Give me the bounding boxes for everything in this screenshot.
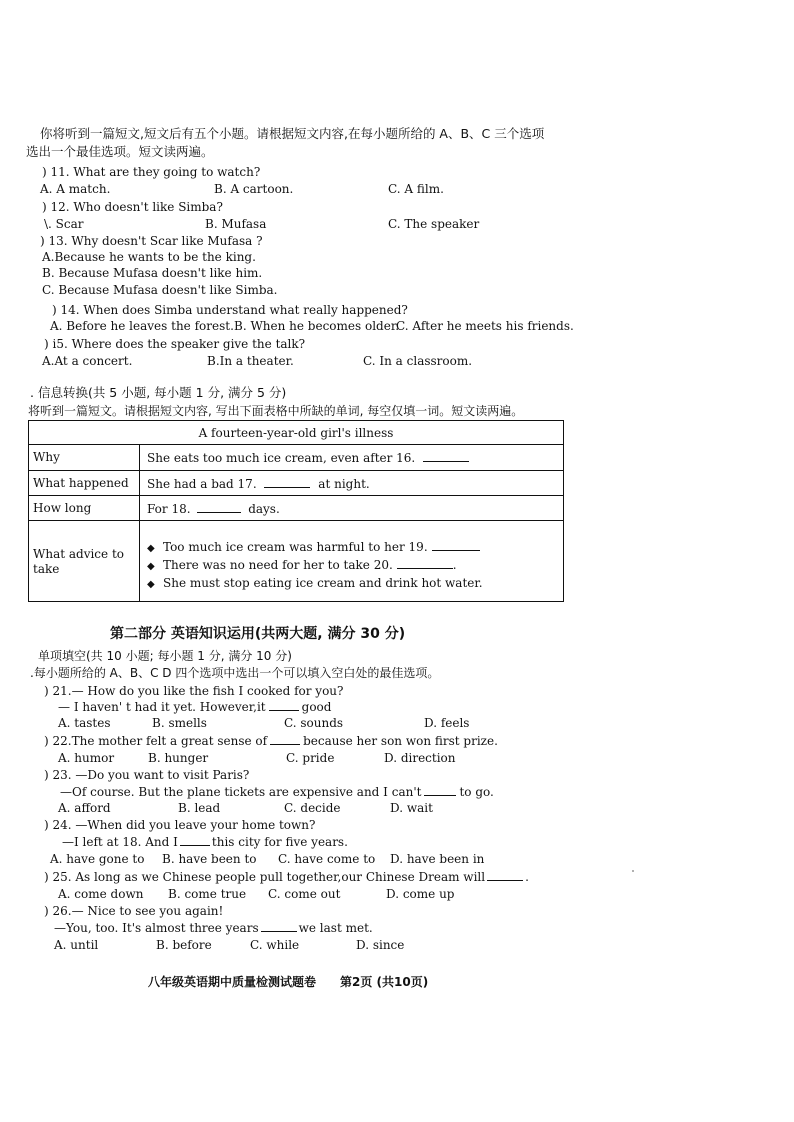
q12-option-b: B. Mufasa: [205, 217, 267, 231]
info-table: [28, 420, 564, 602]
question-24: ) 24. —When did you leave your home town?: [44, 818, 316, 832]
q26-option-a: A. until: [54, 938, 99, 952]
info-transfer-heading: . 信息转换(共 5 小题, 每小题 1 分, 满分 5 分): [30, 385, 287, 400]
row-value-how-long-text: For 18.: [147, 502, 191, 516]
q24-option-b: B. have been to: [162, 852, 257, 866]
blank-26[interactable]: [261, 920, 297, 932]
q14-option-a: A. Before he leaves the forest.: [50, 319, 234, 333]
q21-option-b: B. smells: [152, 716, 207, 730]
q26-option-d: D. since: [356, 938, 405, 952]
q21-option-d: D. feels: [424, 716, 470, 730]
blank-18[interactable]: [197, 501, 241, 513]
q11-option-b: B. A cartoon.: [214, 182, 294, 196]
q25-option-d: D. come up: [386, 887, 455, 901]
row-label-why: Why: [33, 450, 60, 464]
row-value-what-happened: [147, 476, 370, 491]
q21-option-c: C. sounds: [284, 716, 344, 730]
row-value-how-long: [147, 501, 280, 516]
table-title: A fourteen-year-old girl's illness: [29, 421, 563, 445]
diamond-bullet-icon: ◆: [147, 561, 155, 572]
q11-option-a: A. A match.: [40, 182, 111, 196]
q14-option-c: C. After he meets his friends.: [396, 319, 574, 333]
q12-option-c: C. The speaker: [388, 217, 480, 231]
q26-option-b: B. before: [156, 938, 212, 952]
table-row-why: [29, 445, 563, 471]
advice-item-3: ◆ She must stop eating ice cream and drink hot water.: [147, 575, 483, 593]
q25-option-a: A. come down: [58, 887, 144, 901]
advice-item-19: ◆ Too much ice cream was harmful to her 19.: [147, 539, 483, 557]
q24-option-c: C. have come to: [278, 852, 376, 866]
blank-24[interactable]: [180, 834, 210, 846]
blank-20[interactable]: [397, 557, 453, 569]
q24-option-d: D. have been in: [390, 852, 485, 866]
question-21-reply: — I haven' t had it yet. However,it good: [58, 700, 332, 714]
row-label-what-happened: What happened: [33, 476, 129, 490]
question-23-reply: —Of course. But the plane tickets are expensive and I can't to go.: [60, 785, 494, 799]
blank-25[interactable]: [487, 869, 523, 881]
q22-option-b: B. hunger: [148, 751, 209, 765]
q22-option-a: A. humor: [58, 751, 115, 765]
listening-intro-line1: 你将听到一篇短文,短文后有五个小题。请根据短文内容,在每小题所给的 A、B、C 三个选项: [40, 126, 545, 141]
question-23: ) 23. —Do you want to visit Paris?: [44, 768, 250, 782]
q15-option-a: A.At a concert.: [42, 354, 133, 368]
q12-option-a: \. Scar: [44, 217, 84, 231]
blank-17[interactable]: [264, 476, 310, 488]
q11-option-c: C. A film.: [388, 182, 444, 196]
question-22: ) 22.The mother felt a great sense of because her son won first prize.: [44, 734, 498, 748]
q22-option-d: D. direction: [384, 751, 456, 765]
scan-speck: [632, 870, 634, 872]
part2-heading: 第二部分 英语知识运用(共两大题, 满分 30 分): [110, 626, 406, 642]
footer-page-info: 第2页 (共10页): [340, 975, 429, 989]
question-14: ) 14. When does Simba understand what really happened?: [52, 303, 408, 317]
q23-option-d: D. wait: [390, 801, 433, 815]
info-transfer-instruction: 将听到一篇短文。请根据短文内容, 写出下面表格中所缺的单词, 每空仅填一词。短文读两遍。: [28, 404, 524, 418]
row-value-what-happened-text: She had a bad 17.: [147, 477, 257, 491]
listening-intro-line2: 选出一个最佳选项。短文读两遍。: [26, 144, 214, 159]
q23-option-c: C. decide: [284, 801, 341, 815]
row-label-advice: [33, 547, 124, 577]
part2-instruction: .每小题所给的 A、B、C D 四个选项中选出一个可以填入空白处的最佳选项。: [30, 666, 440, 680]
q14-option-b: B. When he becomes older.: [234, 319, 400, 333]
question-15: ) i5. Where does the speaker give the talk?: [44, 337, 306, 351]
diamond-bullet-icon: ◆: [147, 543, 155, 554]
q13-option-a: A.Because he wants to be the king.: [42, 250, 256, 264]
advice-item-20: ◆ There was no need for her to take 20. .: [147, 557, 483, 575]
blank-16[interactable]: [423, 450, 469, 462]
q21-option-a: A. tastes: [58, 716, 111, 730]
row-label-how-long: How long: [33, 501, 92, 515]
q23-option-a: A. afford: [58, 801, 111, 815]
row-value-what-happened-after: at night.: [318, 477, 370, 491]
table-row-how-long: [29, 496, 563, 521]
question-26-reply: —You, too. It's almost three years we last met.: [54, 921, 373, 935]
q13-option-b: B. Because Mufasa doesn't like him.: [42, 266, 263, 280]
row-label-advice-line2: take: [33, 562, 60, 576]
row-value-why: [147, 450, 469, 465]
q23-option-b: B. lead: [178, 801, 221, 815]
blank-19[interactable]: [432, 539, 480, 551]
blank-23[interactable]: [424, 784, 456, 796]
question-21: ) 21.— How do you like the fish I cooked for you?: [44, 684, 344, 698]
question-24-reply: —I left at 18. And I this city for five years.: [62, 835, 348, 849]
advice-list: [147, 539, 483, 593]
q26-option-c: C. while: [250, 938, 300, 952]
question-11: ) 11. What are they going to watch?: [42, 165, 261, 179]
question-13: ) 13. Why doesn't Scar like Mufasa ?: [40, 234, 263, 248]
q15-option-b: B.In a theater.: [207, 354, 294, 368]
question-26: ) 26.— Nice to see you again!: [44, 904, 224, 918]
question-12: ) 12. Who doesn't like Simba?: [42, 200, 223, 214]
q24-option-a: A. have gone to: [50, 852, 145, 866]
question-25: ) 25. As long as we Chinese people pull together,our Chinese Dream will .: [44, 870, 529, 884]
diamond-bullet-icon: ◆: [147, 579, 155, 590]
footer-exam-name: 八年级英语期中质量检测试题卷: [148, 975, 317, 989]
q13-option-c: C. Because Mufasa doesn't like Simba.: [42, 283, 278, 297]
table-row-what-happened: [29, 471, 563, 496]
row-value-why-text: She eats too much ice cream, even after 16.: [147, 451, 416, 465]
q25-option-b: B. come true: [168, 887, 247, 901]
q22-option-c: C. pride: [286, 751, 335, 765]
row-label-advice-line1: What advice to: [33, 547, 124, 561]
blank-21[interactable]: [269, 699, 299, 711]
blank-22[interactable]: [270, 733, 300, 745]
q15-option-c: C. In a classroom.: [363, 354, 473, 368]
q25-option-c: C. come out: [268, 887, 341, 901]
table-row-advice: [29, 521, 563, 601]
row-value-how-long-after: days.: [248, 502, 280, 516]
part2-sub-heading: 单项填空(共 10 小题; 每小题 1 分, 满分 10 分): [38, 649, 292, 663]
